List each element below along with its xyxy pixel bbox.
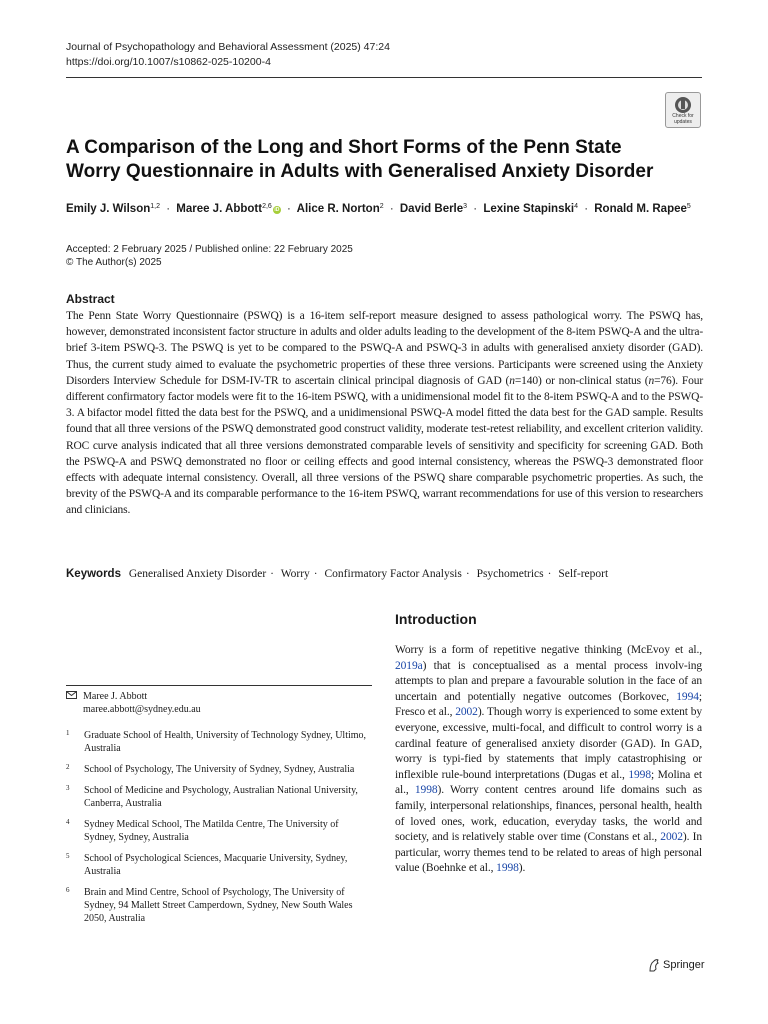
abstract-heading: Abstract xyxy=(66,292,115,306)
corresponding-author-email[interactable]: maree.abbott@sydney.edu.au xyxy=(83,704,201,715)
affiliation-item xyxy=(66,729,372,755)
keyword: Confirmatory Factor Analysis xyxy=(324,568,462,580)
affiliation-number: 3 xyxy=(66,784,70,792)
abstract-segment: =140) or non-clinical status ( xyxy=(514,374,649,387)
introduction-text xyxy=(395,643,702,877)
check-updates-label: Check for updates xyxy=(672,113,694,125)
citation-link[interactable]: 1998 xyxy=(414,784,438,797)
author-affiliation-marker: 3 xyxy=(463,203,468,210)
affiliation-text: Brain and Mind Centre, School of Psychology, The University of Sydney, 94 Mallett Street Camperdown, Sydney, New South Wales 2050, Australia xyxy=(84,887,353,924)
affiliation-item xyxy=(66,852,372,878)
citation-link[interactable]: 2002 xyxy=(660,831,683,844)
copyright-notice: © The Author(s) 2025 xyxy=(66,257,162,268)
affiliation-item xyxy=(66,763,372,776)
keyword: Worry xyxy=(280,568,310,580)
journal-header xyxy=(66,40,390,70)
article-title: A Comparison of the Long and Short Forms of the Penn State Worry Questionnaire in Adults with Generalised Anxiety Disorder xyxy=(66,137,654,182)
citation-link[interactable]: 2002 xyxy=(455,706,478,719)
intro-segment: Worry is a form of repetitive negative thinking (McEvoy et al., xyxy=(395,644,702,656)
affiliation-number: 1 xyxy=(66,729,70,737)
author-name[interactable]: David Berle xyxy=(399,203,464,215)
affiliation-text: Graduate School of Health, University of Technology Sydney, Ultimo, Australia xyxy=(84,730,367,754)
publisher-logo xyxy=(648,958,705,972)
author-affiliation-marker: 2,6 xyxy=(262,203,272,210)
intro-segment: ) that is conceptualised as a mental process involv-ing attempts to plan and prepare a favourable solution in the face of an uncertain and potentially negative outcomes (Borkovec, xyxy=(395,659,702,703)
intro-segment: ). Worry content centres around life domains such as family, interpersonal relationships, finances, personal health, health of loved ones, work, education, everyday tasks, the world and society, and is relatively stable over time (Constans et al., xyxy=(395,784,702,844)
affiliation-text: School of Medicine and Psychology, Australian National University, Canberra, Australia xyxy=(84,785,358,809)
author-affiliation-marker: 4 xyxy=(574,203,578,210)
author-affiliation-marker: 5 xyxy=(686,203,691,210)
author-list: Emily J. Wilson$^{1,2}$ · Maree J. Abbott$^{2,6}$ iD · Alice R. Norton$^2$ · David Berle$^3$ · Lexine Stapinski$^4$ · Ronald M. Rapee$^5$ xyxy=(66,203,691,215)
publisher-name: Springer xyxy=(663,959,705,971)
author-name[interactable]: Ronald M. Rapee xyxy=(594,203,687,215)
affiliation-number: 2 xyxy=(66,763,70,771)
abstract-segment: The Penn State Worry Questionnaire (PSWQ) is a 16-item self-report measure designed to assess pathological worry. The PSWQ has, however, demonstrated inconsistent factor structure in adults and older adults leading to the development of the 8-item PSWQ-A and the ultra-brief 3-item PSWQ-3. The PSWQ is yet to be compared to the PSWQ-A and PSWQ-3 in adults with generalised anxiety disorder (GAD). Thus, the current study aimed to evaluate the psychometric properties of these three versions. Participants were screened using the Anxiety Disorders Interview Schedule for DSM-IV-TR to ascertain clinical principal diagnosis of GAD ( xyxy=(66,310,703,387)
sample-size-variable: n xyxy=(648,374,655,387)
orcid-icon[interactable]: iD xyxy=(274,207,280,213)
affiliation-item xyxy=(66,886,372,925)
affiliation-number: 5 xyxy=(66,852,70,860)
intro-segment: ). In particular, worry themes tend to be related to areas of high personal value (Boehnke et al., xyxy=(395,831,702,875)
abstract-segment: =76). Four different confirmatory factor models were fit to the 16-item PSWQ, with a unidimensional model fit to the 8-item PSWQ-A and to the PSWQ-3. A bifactor model fitted the data best for the PSWQ, and a unidimensional PSWQ-A model fitted the data best for the GAD sample. Results found that all three versions of the PSWQ demonstrated good construct validity, moderate test-retest reliability, and excellent criterion validity. ROC curve analysis indicated that all three versions demonstrated comparable levels of sensitivity and specificity for screening GAD. Both the PSWQ-A and PSWQ demonstrated no floor or ceiling effects and good internal consistency, whereas the PSWQ-3 demonstrated floor effects with adequate internal consistency. Overall, all three versions of the PSWQ share comparable psychometric properties. As such, the brevity of the PSWQ-A and its comparable performance to the 16-item PSWQ, warrant recommendations for use of this version to researchers and clinicians. xyxy=(66,374,704,517)
abstract-text xyxy=(66,308,703,519)
author-name[interactable]: Alice R. Norton xyxy=(296,203,380,215)
bookmark-refresh-icon xyxy=(673,96,693,114)
springer-horse-icon xyxy=(648,958,660,972)
accepted-published-dates: Accepted: 2 February 2025 / Published online: 22 February 2025 xyxy=(66,244,353,255)
author-name[interactable]: Emily J. Wilson xyxy=(66,203,151,215)
footnote-divider xyxy=(66,685,372,686)
intro-segment: ; Fresco et al., xyxy=(395,690,702,719)
sample-size-variable: n xyxy=(509,374,515,387)
keyword: Generalised Anxiety Disorder xyxy=(128,568,267,580)
keyword: Psychometrics xyxy=(476,568,544,580)
keywords: Keywords Generalised Anxiety Disorder · Worry · Confirmatory Factor Analysis · Psychometrics · Self-report xyxy=(66,568,609,580)
keywords-label: Keywords xyxy=(66,568,121,580)
affiliation-number: 4 xyxy=(66,818,70,826)
citation-link[interactable]: 1998 xyxy=(496,862,519,875)
affiliation-item xyxy=(66,784,372,810)
envelope-icon xyxy=(66,691,77,699)
author-affiliation-marker: 2 xyxy=(379,203,384,210)
journal-citation: Journal of Psychopathology and Behavioral Assessment (2025) 47:24 xyxy=(66,41,390,53)
intro-segment: ). xyxy=(518,862,526,875)
affiliations-list xyxy=(66,729,372,933)
author-affiliation-marker: 1,2 xyxy=(150,203,160,210)
citation-link[interactable]: 1998 xyxy=(628,768,651,781)
introduction-heading: Introduction xyxy=(395,611,477,627)
citation-link[interactable]: 2019a xyxy=(395,659,423,672)
affiliation-item xyxy=(66,818,372,844)
affiliation-text: School of Psychological Sciences, Macquarie University, Sydney, Australia xyxy=(84,853,348,877)
affiliation-text: Sydney Medical School, The Matilda Centre, The University of Sydney, Sydney, Australia xyxy=(84,819,339,843)
correspondence xyxy=(66,690,201,716)
author-name[interactable]: Maree J. Abbott xyxy=(176,203,263,215)
corresponding-author-name: Maree J. Abbott xyxy=(83,691,148,702)
affiliation-text: School of Psychology, The University of Sydney, Sydney, Australia xyxy=(84,764,355,775)
check-for-updates-badge[interactable] xyxy=(665,92,701,128)
intro-segment: ). Though worry is experienced to some extent by everyone, excessive, multi-focal, and difficult to control worry is a cardinal feature of generalised anxiety disorder (GAD). In GAD, worry is typi-fied by statements that imply catastrophising or inflexible rule-bound interpretations (Dugas et al., xyxy=(395,706,702,781)
author-name[interactable]: Lexine Stapinski xyxy=(483,203,575,215)
affiliation-number: 6 xyxy=(66,886,70,894)
doi-link[interactable]: https://doi.org/10.1007/s10862-025-10200-4 xyxy=(66,56,271,68)
citation-link[interactable]: 1994 xyxy=(676,690,699,703)
intro-segment: ; Molina et al., xyxy=(395,768,702,797)
header-divider xyxy=(66,77,702,78)
keyword: Self-report xyxy=(558,568,609,580)
publication-dates xyxy=(66,243,353,269)
